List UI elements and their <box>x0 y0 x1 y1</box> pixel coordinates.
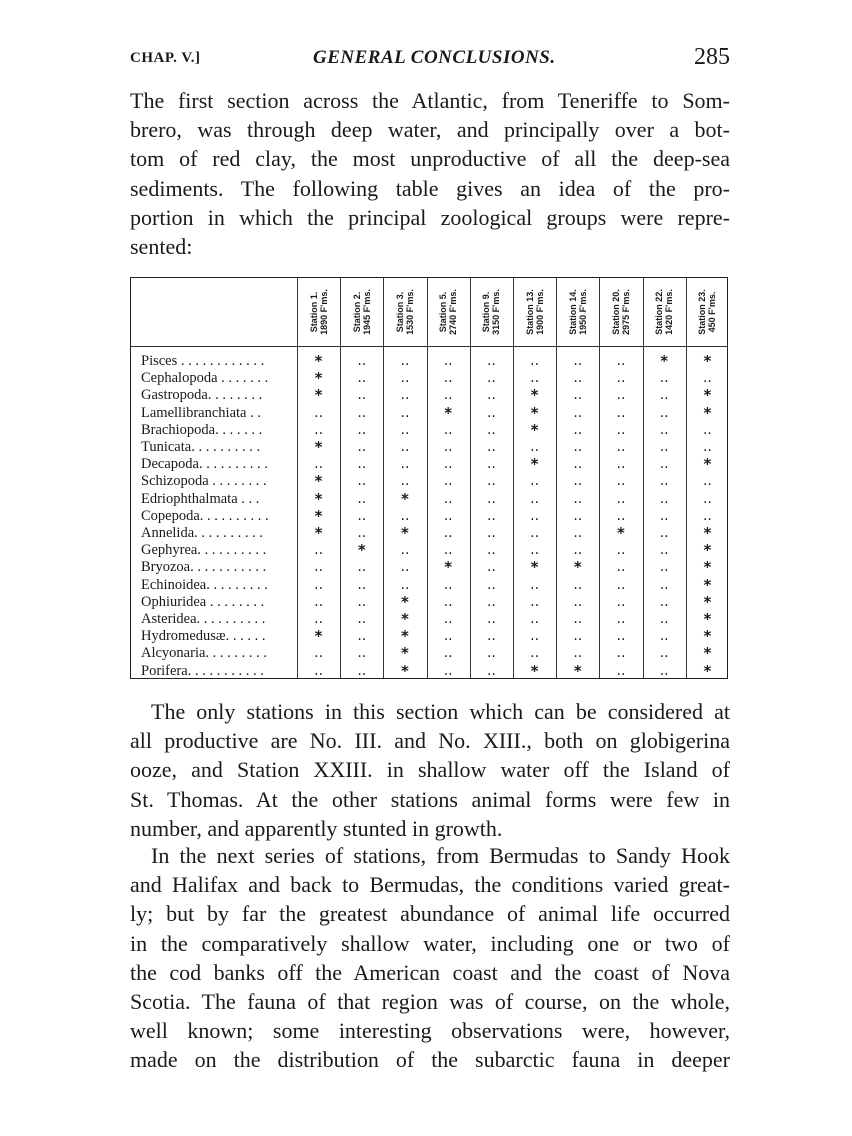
absence-mark: .. <box>357 456 367 473</box>
presence-mark: * <box>444 558 453 577</box>
group-label: Annelida. . . . . . . . . . <box>141 525 264 541</box>
absence-mark: .. <box>486 456 496 473</box>
presence-mark: * <box>703 627 712 646</box>
absence-mark: .. <box>616 370 626 387</box>
absence-mark: .. <box>486 559 496 576</box>
absence-mark: .. <box>573 542 583 559</box>
station-header-label <box>525 289 545 335</box>
absence-mark: .. <box>616 404 626 421</box>
text-line: number, and apparently stunted in growth. <box>130 815 503 841</box>
presence-mark: * <box>530 558 539 577</box>
absence-mark: .. <box>400 421 410 438</box>
absence-mark: .. <box>400 370 410 387</box>
absence-mark: .. <box>314 662 324 679</box>
station-depth: 1950 F'ms. <box>577 289 588 335</box>
absence-mark: .. <box>702 507 712 524</box>
absence-mark: .. <box>443 353 453 369</box>
absence-mark: .. <box>443 593 453 610</box>
absence-mark: .. <box>573 387 583 404</box>
absence-mark: .. <box>486 593 496 610</box>
absence-mark: .. <box>486 353 496 369</box>
absence-mark: .. <box>314 404 324 421</box>
absence-mark: .. <box>486 645 496 662</box>
absence-mark: .. <box>443 421 453 438</box>
presence-mark: * <box>314 386 323 405</box>
presence-mark: * <box>401 610 409 628</box>
zoological-groups-table <box>130 277 728 679</box>
presence-mark: * <box>530 455 539 474</box>
station-depth: 1945 F'ms. <box>361 289 372 335</box>
presence-mark: * <box>530 403 539 422</box>
station-header <box>340 282 383 342</box>
absence-mark: .. <box>659 525 669 541</box>
absence-mark: .. <box>573 490 583 507</box>
station-header <box>427 282 470 342</box>
station-header-label <box>481 289 501 335</box>
text-line: Scotia. The fauna of that region was of course, on the whole, <box>130 989 730 1015</box>
header-rule <box>131 346 727 347</box>
absence-mark: .. <box>486 473 496 490</box>
absence-mark: .. <box>530 507 540 524</box>
text-line: In the next series of stations, from Bermudas to Sandy Hook <box>151 843 730 868</box>
paragraph-bermudas-series <box>130 841 730 1075</box>
absence-mark: .. <box>616 645 626 662</box>
absence-mark: .. <box>357 645 367 662</box>
absence-mark: .. <box>400 353 410 369</box>
absence-mark: .. <box>659 576 669 593</box>
absence-mark: .. <box>530 353 540 369</box>
absence-mark: .. <box>573 473 583 490</box>
presence-mark: * <box>703 386 712 405</box>
text-line: the cod banks off the American coast and the coast of Nova <box>130 959 730 985</box>
absence-mark: .. <box>314 611 324 627</box>
absence-mark: .. <box>486 404 496 421</box>
station-header <box>513 282 556 342</box>
absence-mark: .. <box>314 542 324 559</box>
absence-mark: .. <box>659 611 669 627</box>
presence-mark: * <box>703 558 712 577</box>
absence-mark: .. <box>659 387 669 404</box>
absence-mark: .. <box>314 576 324 593</box>
absence-mark: .. <box>357 662 367 679</box>
text-line: ooze, and Station XXIII. in shallow water off the Island of <box>130 757 730 783</box>
paragraph-intro <box>130 86 730 261</box>
station-depth: 1900 F'ms. <box>534 289 545 335</box>
absence-mark: .. <box>400 559 410 576</box>
absence-mark: .. <box>400 542 410 559</box>
absence-mark: .. <box>616 542 626 559</box>
chapter-label: CHAP. V.] <box>130 50 201 66</box>
absence-mark: .. <box>573 507 583 524</box>
text-line: in the comparatively shallow water, including one or two of <box>130 930 730 956</box>
absence-mark: .. <box>659 507 669 524</box>
presence-mark: * <box>530 420 539 439</box>
absence-mark: .. <box>357 559 367 576</box>
group-label: Tunicata. . . . . . . . . . <box>141 439 261 455</box>
presence-mark: * <box>314 352 323 370</box>
station-name: Station 22. <box>654 289 665 335</box>
absence-mark: .. <box>616 559 626 576</box>
absence-mark: .. <box>659 662 669 679</box>
group-label: Gephyrea. . . . . . . . . . <box>141 542 267 559</box>
absence-mark: .. <box>357 628 367 645</box>
station-header-label <box>352 289 372 335</box>
absence-mark: .. <box>616 490 626 507</box>
station-header-label <box>309 289 329 335</box>
absence-mark: .. <box>616 593 626 610</box>
absence-mark: .. <box>530 490 540 507</box>
station-name: Station 9. <box>481 291 492 333</box>
absence-mark: .. <box>573 456 583 473</box>
group-label: Alcyonaria. . . . . . . . . <box>141 645 268 662</box>
presence-mark: * <box>617 524 625 542</box>
group-label: Porifera. . . . . . . . . . . <box>141 662 264 679</box>
running-title: GENERAL CONCLUSIONS. <box>313 47 556 68</box>
presence-mark: * <box>573 558 582 577</box>
station-depth: 450 F'ms. <box>707 291 718 333</box>
group-label: Ophiuridea . . . . . . . . <box>141 593 265 610</box>
absence-mark: .. <box>659 559 669 576</box>
group-label: Schizopoda . . . . . . . . <box>141 473 267 490</box>
absence-mark: .. <box>659 439 669 455</box>
presence-mark: * <box>314 524 323 542</box>
page-number: 285 <box>694 44 730 70</box>
text-line: sediments. The following table gives an idea of the pro- <box>130 175 730 201</box>
station-name: Station 2. <box>351 291 362 333</box>
presence-mark: * <box>703 592 712 611</box>
absence-mark: .. <box>702 473 712 490</box>
station-depth: 1530 F'ms. <box>404 289 415 335</box>
absence-mark: .. <box>486 611 496 627</box>
presence-mark: * <box>573 661 582 680</box>
presence-mark: * <box>444 403 453 422</box>
presence-mark: * <box>357 541 366 560</box>
absence-mark: .. <box>573 525 583 541</box>
absence-mark: .. <box>314 593 324 610</box>
absence-mark: .. <box>443 576 453 593</box>
absence-mark: .. <box>357 490 367 507</box>
group-label: Echinoidea. . . . . . . . . <box>141 576 268 593</box>
absence-mark: .. <box>357 576 367 593</box>
presence-mark: * <box>530 386 539 405</box>
absence-mark: .. <box>659 490 669 507</box>
group-label: Pisces . . . . . . . . . . . . <box>141 353 265 369</box>
text-line: The only stations in this section which can be considered at <box>151 699 730 724</box>
absence-mark: .. <box>357 370 367 387</box>
absence-mark: .. <box>400 507 410 524</box>
absence-mark: .. <box>443 507 453 524</box>
group-label: Brachiopoda. . . . . . . <box>141 421 263 438</box>
presence-mark: * <box>401 661 409 680</box>
absence-mark: .. <box>486 490 496 507</box>
absence-mark: .. <box>443 473 453 490</box>
absence-mark: .. <box>573 628 583 645</box>
station-header-label <box>395 289 415 335</box>
text-line: brero, was through deep water, and principally over a bot- <box>130 117 730 143</box>
text-line: well known; some interesting observations were, however, <box>130 1018 730 1044</box>
absence-mark: .. <box>573 353 583 369</box>
absence-mark: .. <box>400 473 410 490</box>
absence-mark: .. <box>573 645 583 662</box>
text-line: all productive are No. III. and No. XIII., both on globigerina <box>130 728 730 754</box>
absence-mark: .. <box>573 611 583 627</box>
absence-mark: .. <box>314 645 324 662</box>
presence-mark: * <box>703 524 712 542</box>
absence-mark: .. <box>443 611 453 627</box>
paragraph-productive-stations <box>130 697 730 843</box>
station-name: Station 14. <box>567 289 578 335</box>
presence-mark: * <box>703 610 712 628</box>
group-label: Edriophthalmata . . . <box>141 490 260 507</box>
absence-mark: .. <box>530 473 540 490</box>
absence-mark: .. <box>573 593 583 610</box>
absence-mark: .. <box>357 525 367 541</box>
absence-mark: .. <box>659 404 669 421</box>
text-line: sented: <box>130 234 193 260</box>
absence-mark: .. <box>616 439 626 455</box>
station-header <box>383 282 426 342</box>
absence-mark: .. <box>616 387 626 404</box>
absence-mark: .. <box>530 611 540 627</box>
absence-mark: .. <box>702 490 712 507</box>
group-label: Asteridea. . . . . . . . . . <box>141 611 266 627</box>
presence-mark: * <box>703 352 712 370</box>
absence-mark: .. <box>443 439 453 455</box>
presence-mark: * <box>703 661 712 680</box>
absence-mark: .. <box>573 370 583 387</box>
station-header-label <box>568 289 588 335</box>
text-line: The first section across the Atlantic, from Teneriffe to Som- <box>130 88 730 113</box>
absence-mark: .. <box>530 525 540 541</box>
absence-mark: .. <box>486 421 496 438</box>
group-label: Hydromedusæ. . . . . . <box>141 628 266 645</box>
absence-mark: .. <box>443 387 453 404</box>
absence-mark: .. <box>616 576 626 593</box>
presence-mark: * <box>660 352 669 370</box>
station-name: Station 5. <box>438 291 449 333</box>
text-line: tom of red clay, the most unproductive of all the deep-sea <box>130 146 730 172</box>
presence-mark: * <box>703 644 712 663</box>
absence-mark: .. <box>400 404 410 421</box>
absence-mark: .. <box>573 421 583 438</box>
absence-mark: .. <box>530 576 540 593</box>
absence-mark: .. <box>530 628 540 645</box>
absence-mark: .. <box>659 542 669 559</box>
absence-mark: .. <box>702 421 712 438</box>
absence-mark: .. <box>486 525 496 541</box>
absence-mark: .. <box>659 473 669 490</box>
absence-mark: .. <box>443 542 453 559</box>
absence-mark: .. <box>443 490 453 507</box>
absence-mark: .. <box>400 576 410 593</box>
station-header-label <box>611 289 631 335</box>
presence-mark: * <box>703 541 712 560</box>
absence-mark: .. <box>530 542 540 559</box>
absence-mark: .. <box>530 439 540 455</box>
presence-mark: * <box>401 524 409 542</box>
absence-mark: .. <box>616 507 626 524</box>
group-label: Gastropoda. . . . . . . . <box>141 387 263 404</box>
presence-mark: * <box>314 489 323 508</box>
absence-mark: .. <box>616 353 626 369</box>
presence-mark: * <box>401 489 409 508</box>
presence-mark: * <box>314 369 323 388</box>
absence-mark: .. <box>486 542 496 559</box>
absence-mark: .. <box>659 645 669 662</box>
absence-mark: .. <box>486 370 496 387</box>
absence-mark: .. <box>573 404 583 421</box>
absence-mark: .. <box>400 439 410 455</box>
absence-mark: .. <box>486 662 496 679</box>
text-line: ly; but by far the greatest abundance of animal life occurred <box>130 901 730 927</box>
absence-mark: .. <box>314 456 324 473</box>
absence-mark: .. <box>659 628 669 645</box>
station-depth: 1890 F'ms. <box>318 289 329 335</box>
presence-mark: * <box>314 472 323 491</box>
presence-mark: * <box>314 438 323 456</box>
absence-mark: .. <box>616 473 626 490</box>
absence-mark: .. <box>486 507 496 524</box>
absence-mark: .. <box>443 456 453 473</box>
station-name: Station 13. <box>524 289 535 335</box>
presence-mark: * <box>401 592 409 611</box>
absence-mark: .. <box>357 507 367 524</box>
station-name: Station 23. <box>697 289 708 335</box>
station-name: Station 20. <box>610 289 621 335</box>
station-header-label <box>438 289 458 335</box>
absence-mark: .. <box>400 456 410 473</box>
absence-mark: .. <box>357 404 367 421</box>
absence-mark: .. <box>443 662 453 679</box>
station-header <box>643 282 686 342</box>
presence-mark: * <box>314 506 323 525</box>
presence-mark: * <box>703 575 712 594</box>
station-header-label <box>697 289 717 335</box>
absence-mark: .. <box>486 439 496 455</box>
station-header <box>556 282 599 342</box>
absence-mark: .. <box>443 370 453 387</box>
absence-mark: .. <box>357 593 367 610</box>
presence-mark: * <box>530 661 539 680</box>
station-header <box>686 282 729 342</box>
absence-mark: .. <box>443 525 453 541</box>
absence-mark: .. <box>314 421 324 438</box>
absence-mark: .. <box>357 611 367 627</box>
station-header <box>599 282 642 342</box>
absence-mark: .. <box>659 593 669 610</box>
absence-mark: .. <box>573 439 583 455</box>
absence-mark: .. <box>357 473 367 490</box>
group-label: Copepoda. . . . . . . . . . <box>141 507 269 524</box>
absence-mark: .. <box>616 611 626 627</box>
text-line: St. Thomas. At the other stations animal forms were few in <box>130 786 730 812</box>
group-label: Cephalopoda . . . . . . . <box>141 370 269 387</box>
absence-mark: .. <box>616 421 626 438</box>
absence-mark: .. <box>357 421 367 438</box>
absence-mark: .. <box>530 370 540 387</box>
absence-mark: .. <box>314 559 324 576</box>
station-header <box>297 282 340 342</box>
presence-mark: * <box>314 627 323 646</box>
presence-mark: * <box>401 627 409 646</box>
absence-mark: .. <box>702 370 712 387</box>
presence-mark: * <box>401 644 409 663</box>
absence-mark: .. <box>530 593 540 610</box>
station-header <box>470 282 513 342</box>
group-label: Bryozoa. . . . . . . . . . . <box>141 559 267 576</box>
absence-mark: .. <box>659 456 669 473</box>
absence-mark: .. <box>486 387 496 404</box>
text-line: portion in which the principal zoological groups were repre- <box>130 204 730 230</box>
station-depth: 2740 F'ms. <box>448 289 459 335</box>
station-depth: 3150 F'ms. <box>491 289 502 335</box>
absence-mark: .. <box>357 387 367 404</box>
group-label: Lamellibranchiata . . <box>141 404 261 421</box>
absence-mark: .. <box>443 645 453 662</box>
absence-mark: .. <box>486 576 496 593</box>
station-depth: 1420 F'ms. <box>664 289 675 335</box>
station-name: Station 1. <box>308 291 319 333</box>
absence-mark: .. <box>659 370 669 387</box>
absence-mark: .. <box>616 456 626 473</box>
presence-mark: * <box>703 403 712 422</box>
absence-mark: .. <box>486 628 496 645</box>
absence-mark: .. <box>357 439 367 455</box>
group-label: Decapoda. . . . . . . . . . <box>141 456 268 473</box>
text-line: made on the distribution of the subarctic fauna in deeper <box>130 1047 730 1073</box>
text-line: and Halifax and back to Bermudas, the conditions varied great- <box>130 872 730 898</box>
station-name: Station 3. <box>394 291 405 333</box>
absence-mark: .. <box>659 421 669 438</box>
absence-mark: .. <box>400 387 410 404</box>
station-depth: 2975 F'ms. <box>620 289 631 335</box>
station-header-label <box>654 289 674 335</box>
running-header <box>130 44 730 74</box>
absence-mark: .. <box>530 645 540 662</box>
absence-mark: .. <box>702 439 712 455</box>
presence-mark: * <box>703 455 712 474</box>
absence-mark: .. <box>357 353 367 369</box>
absence-mark: .. <box>616 662 626 679</box>
absence-mark: .. <box>573 576 583 593</box>
absence-mark: .. <box>616 628 626 645</box>
absence-mark: .. <box>443 628 453 645</box>
